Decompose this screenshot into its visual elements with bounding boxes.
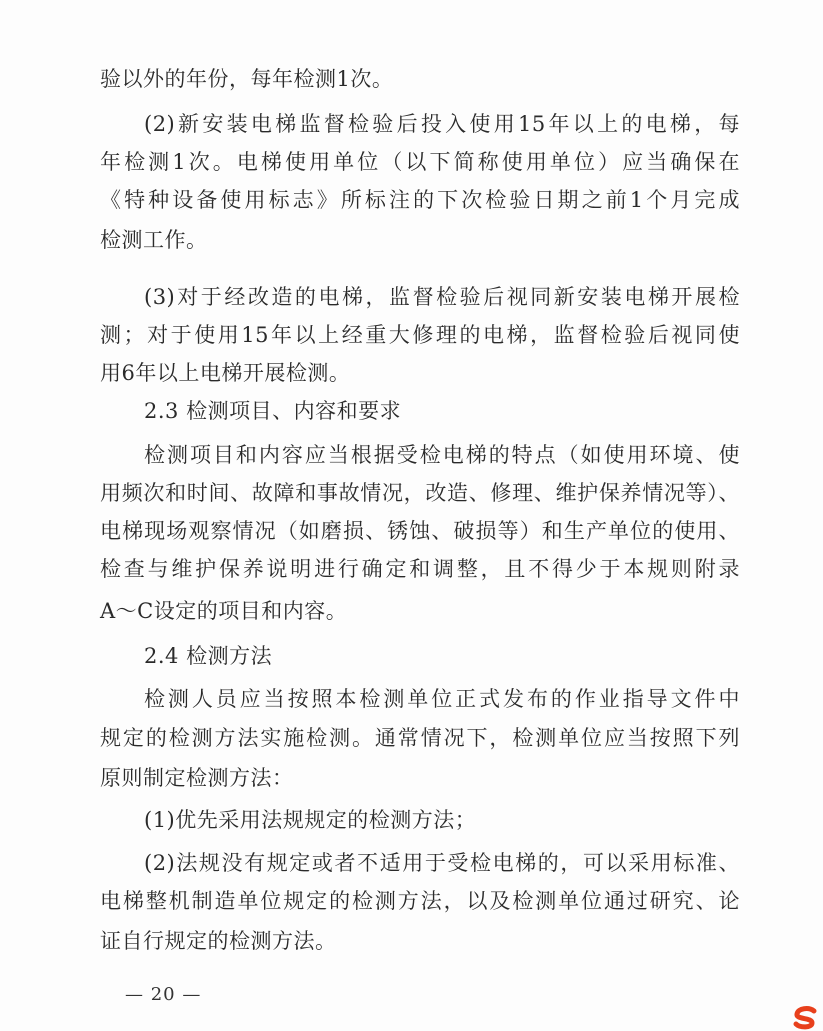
list-item-2-line-1: (2)法规没有规定或者不适用于受检电梯的，可以采用标准、 [144,851,740,875]
paragraph-line-2: (2)新安装电梯监督检验后投入使用15年以上的电梯，每 [144,112,740,136]
list-item-1: (1)优先采用法规规定的检测方法； [144,808,477,832]
page-number: — 20 — [125,984,202,1005]
paragraph-line-16: 检测人员应当按照本检测单位正式发布的作业指导文件中 [144,687,740,711]
list-item-2-line-2: 电梯整机制造单位规定的检测方法，以及检测单位通过研究、论 [100,889,740,913]
section-heading-2-3: 2.3 检测项目、内容和要求 [144,399,402,423]
paragraph-line-12: 电梯现场观察情况（如磨损、锈蚀、破损等）和生产单位的使用、 [100,519,740,543]
paragraph-line-11: 用频次和时间、故障和事故情况，改造、修理、维护保养情况等）、 [100,481,740,505]
list-item-2-line-3: 证自行规定的检测方法。 [100,929,337,953]
paragraph-line-18: 原则制定检测方法： [100,766,294,790]
paragraph-line-13: 检查与维护保养说明进行确定和调整，且不得少于本规则附录 [100,557,740,581]
paragraph-line-7: 测；对于使用15年以上经重大修理的电梯，监督检验后视同使 [100,323,740,347]
paragraph-line-14: A～C设定的项目和内容。 [100,599,348,623]
section-heading-2-4: 2.4 检测方法 [144,644,273,668]
paragraph-line-5: 检测工作。 [100,228,208,252]
paragraph-line-3: 年检测1次。电梯使用单位（以下简称使用单位）应当确保在 [100,150,740,174]
paragraph-line-10: 检测项目和内容应当根据受检电梯的特点（如使用环境、使 [144,443,740,467]
paragraph-line-17: 规定的检测方法实施检测。通常情况下，检测单位应当按照下列 [100,726,740,750]
brand-logo-icon [790,1005,820,1031]
paragraph-line-4: 《特种设备使用标志》所标注的下次检验日期之前1个月完成 [100,188,740,212]
paragraph-line-8: 用6年以上电梯开展检测。 [100,361,351,385]
paragraph-line-1: 验以外的年份，每年检测1次。 [100,67,394,91]
paragraph-line-6: (3)对于经改造的电梯，监督检验后视同新安装电梯开展检 [144,285,740,309]
